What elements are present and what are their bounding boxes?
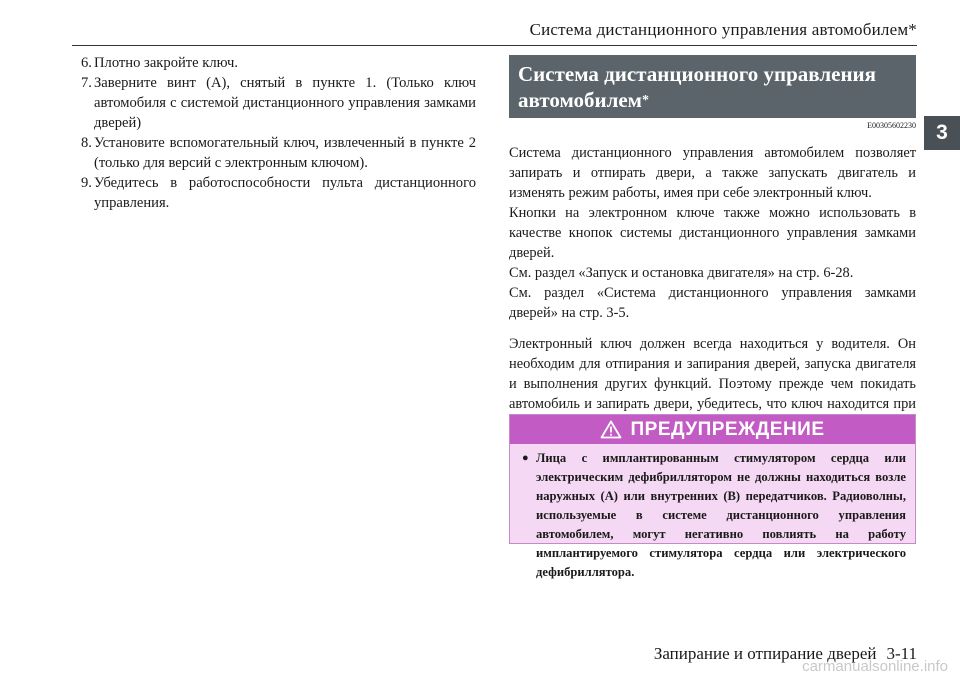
document-code: E00305602230 [867, 121, 916, 130]
section-column [509, 55, 916, 434]
warning-text: Лица с имплантированным стимулятором сердца или электрическим дефибриллятором не должны находиться возле наружных (A) или внутренних (B) передатчиков. Радиоволны, используемые в системе дистанционного управления автомобилем, могут негативно повлиять на работу имплантируемого стимулятора сердца или электрического дефибриллятора. [536, 451, 906, 579]
cross-reference: См. раздел «Система дистанционного управления замками дверей» на стр. 3-5. [509, 285, 916, 321]
paragraph: Система дистанционного управления автомобилем позволяет запирать и отпирать двери, а также запускать двигатель и изменять режим работы, имея при себе электронный ключ. [509, 145, 916, 201]
step-item [81, 133, 476, 173]
paragraph: Кнопки на электронном ключе также можно использовать в качестве кнопок системы дистанционного управления замками дверей. [509, 205, 916, 261]
header-rule [72, 45, 917, 46]
step-item [81, 173, 476, 213]
warning-label: ПРЕДУПРЕЖДЕНИЕ [630, 418, 825, 440]
warning-header [510, 415, 915, 444]
step-text: Установите вспомогательный ключ, извлеченный в пункте 2 (только для версий с электронным ключом). [94, 135, 476, 171]
section-body [509, 143, 916, 434]
step-text: Убедитесь в работоспособности пульта дистанционного управления. [94, 175, 476, 211]
page-number: 3-11 [886, 644, 917, 663]
section-title-text: Система дистанционного управления автомобилем [518, 62, 877, 112]
step-text: Заверните винт (A), снятый в пункте 1. (Только ключ автомобиля с системой дистанционного управления замками дверей) [94, 75, 476, 131]
cross-reference: См. раздел «Запуск и остановка двигателя» на стр. 6-28. [509, 265, 854, 281]
paragraph: Электронный ключ должен всегда находиться у водителя. Он необходим для отпирания и запирания дверей, запуска двигателя и выполнения других функций. Поэтому прежде чем покидать автомобиль и запирать двери, убедитесь, что ключ находится при [509, 336, 916, 412]
step-item [81, 53, 476, 73]
step-number: 8. [81, 135, 92, 151]
footer-section: Запирание и отпирание дверей [653, 644, 877, 663]
step-text: Плотно закройте ключ. [94, 55, 239, 71]
section-title-mark: * [642, 93, 649, 108]
bullet-icon: ● [522, 452, 529, 464]
step-number: 9. [81, 175, 92, 191]
running-header: Система дистанционного управления автомобилем* [529, 20, 917, 39]
warning-box [509, 414, 916, 579]
step-number: 7. [81, 75, 92, 91]
warning-triangle-icon [600, 420, 622, 439]
step-number: 6. [81, 55, 92, 71]
watermark: carmanualsonline.info [802, 658, 948, 675]
warning-item [510, 444, 915, 582]
section-title [509, 55, 916, 118]
chapter-tab: 3 [924, 116, 960, 150]
steps-list [81, 53, 476, 213]
step-item [81, 73, 476, 133]
